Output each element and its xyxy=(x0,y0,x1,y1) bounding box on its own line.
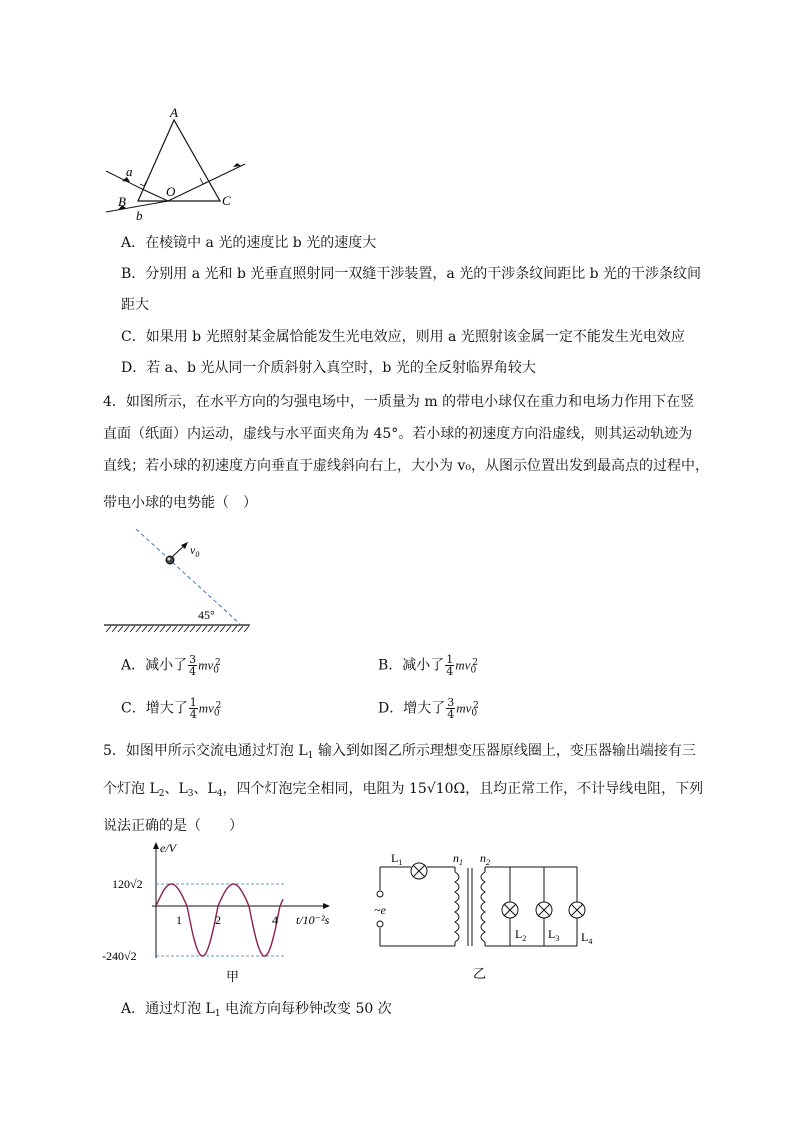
label-angle: 45° xyxy=(198,608,215,622)
q4-stem-2: 直面（纸面）内运动，虚线与水平面夹角为 45°。若小球的初速度方向沿虚线，则其运动轨迹为 xyxy=(103,426,693,442)
q5-option-a: A．通过灯泡 $L_1$ 电流方向每秒钟改变 50 次 xyxy=(121,1001,392,1019)
y-axis-label: e/V xyxy=(160,841,176,855)
q5-stem-1: 5．如图甲所示交流电通过灯泡 $L_1$ 输入到如图乙所示理想变压器原线圈上，变压器输出端接有三 xyxy=(103,743,696,761)
q4-option-d: D．增大了 $\frac{3}{4}$ $mv_0^2$ xyxy=(378,696,479,721)
prism-figure xyxy=(100,104,260,226)
q3-option-a: A．在棱镜中 a 光的速度比 b 光的速度大 xyxy=(121,235,377,251)
label-n2: $n_2$ xyxy=(480,851,490,867)
q3-option-b-cont: 距大 xyxy=(121,297,149,313)
primary-coil xyxy=(455,872,459,942)
label-source: ~e xyxy=(374,903,386,917)
q3-option-d: D．若 a、b 光从同一介质斜射入真空时，b 光的全反射临界角较大 xyxy=(121,360,536,376)
label-L4: $L_4$ xyxy=(581,930,593,946)
q4-stem-1: 4．如图所示，在水平方向的匀强电场中，一质量为 m 的带电小球仅在重力和电场力作用下在竖 xyxy=(103,394,695,410)
label-A: A xyxy=(170,105,178,120)
label-L2: $L_2$ xyxy=(515,927,527,943)
x-tick-1: 1 xyxy=(176,913,182,927)
label-v0: $v_0$ xyxy=(190,543,200,559)
x-tick-4: 4 xyxy=(272,913,278,927)
q4-option-c: C．增大了 $\frac{1}{4}$ $mv_0^2$ xyxy=(121,696,222,721)
q4-option-a: A．减小了 $\frac{3}{4}$ $mv_0^2$ xyxy=(121,653,221,678)
circuit-caption: 乙 xyxy=(473,966,487,981)
label-C: C xyxy=(222,193,231,208)
y-max-label: 120√2 xyxy=(112,877,143,891)
label-ray-a: a xyxy=(126,164,133,179)
q4-stem-3: 直线；若小球的初速度方向垂直于虚线斜向右上，大小为 v₀，从图示位置出发到最高点的过程中， xyxy=(103,458,709,474)
y-min-label: -240√2 xyxy=(102,949,137,963)
q4-option-b: B．减小了 $\frac{1}{4}$ $mv_0^2$ xyxy=(378,653,478,678)
q4-stem-4: 带电小球的电势能（ ） xyxy=(103,495,257,511)
voltage-graph xyxy=(100,838,340,988)
q3-option-c: C．如果用 b 光照射某金属恰能发生光电效应，则用 a 光照射该金属一定不能发生光电效应 xyxy=(121,329,685,345)
label-n1: $n_1$ xyxy=(453,851,463,867)
label-L1: $L_1$ xyxy=(391,851,403,867)
transformer-circuit xyxy=(365,840,600,990)
q3-option-b: B．分别用 a 光和 b 光垂直照射同一双缝干涉装置，a 光的干涉条纹间距比 b 光的干涉条纹间 xyxy=(121,266,702,282)
secondary-coil xyxy=(481,872,485,942)
label-L3: $L_3$ xyxy=(548,927,560,943)
label-O: O xyxy=(166,184,176,199)
q5-stem-3: 说法正确的是（ ） xyxy=(103,818,243,834)
field-figure xyxy=(100,524,255,634)
label-B: B xyxy=(118,194,126,209)
label-ray-b: b xyxy=(136,208,143,223)
q5-stem-2: 个灯泡 $L_2$、$L_3$、$L_4$，四个灯泡完全相同，电阻为 15√10Ω，且均正常工作，不计导线电阻，下列 xyxy=(103,781,704,799)
x-axis-label: t/10⁻²s xyxy=(296,913,330,927)
graph-caption: 甲 xyxy=(226,969,240,984)
x-tick-2: 2 xyxy=(215,913,221,927)
